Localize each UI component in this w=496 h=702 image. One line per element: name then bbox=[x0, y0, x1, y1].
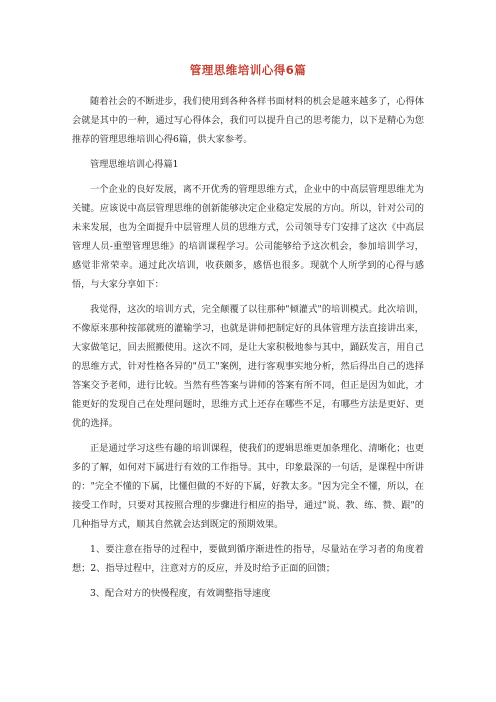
body-paragraph-4: 1、要注意在指导的过程中，要做到循序渐进性的指导，尽量站在学习者的角度着想；2、指导过程中，注意对方的反应，并及时给予正面的回馈； bbox=[72, 544, 424, 574]
document-page bbox=[72, 62, 424, 609]
intro-paragraph: 随着社会的不断进步，我们使用到各种各样书面材料的机会是越来越多了，心得体会就是其中的一种，通过写心得体会，我们可以提升自己的思考能力，以下是精心为您推荐的管理思维培训心得6篇，供大家参考。 bbox=[72, 96, 424, 145]
body-paragraph-2: 我觉得，这次的培训方式，完全颠覆了以往那种"倾灌式"的培训模式。此次培训，不像原来那种按部就班的灌输学习，也就是讲师把制定好的具体管理方法直接讲出来，大家做笔记，回去照搬使用。这次不同，是让大家积极地参与其中，踊跃发言，用自己的思维方式，针对性格各异的"员工"案例，进行客观事实地分析，然后得出自己的选择答案交予老师，进行比较。当然有些答案与讲师的答案有所不同，但正是因为如此，才能更好的发现自己在处理问题时，思维方式上还存在哪些不足，有哪些方法是更好、更优的选择。 bbox=[72, 304, 424, 429]
body-paragraph-3: 正是通过学习这些有趣的培训课程，使我们的逻辑思维更加条理化、清晰化；也更多的了解，如何对下属进行有效的工作指导。其中，印象最深的一句话，是课程中所讲的："完全不懂的下属，比懂但做的不好的下属，好教太多。"因为完全不懂，所以，在接受工作时，只要对其按照合理的步骤进行相应的指导，通过"说、教、练、赞、跟"的几种指导方式，顺其自然就会达到既定的预期效果。 bbox=[72, 443, 424, 530]
section-heading: 管理思维培训心得篇1 bbox=[90, 159, 179, 170]
body-paragraph-1: 一个企业的良好发展，离不开优秀的管理思维方式，企业中的中高层管理思维尤为关键。应该说中高层管理思维的创新能够决定企业稳定发展的方向。所以，针对公司的未来发展，也为全面提升中层管理人员的思维方式，公司领导专门安排了这次《中高层管理人员-重塑管理思维》的培训课程学习。公司能够给予这次机会，参加培训学习，感觉非常荣幸。通过此次培训，收获颇多，感悟也很多。现就个人所学到的心得与感悟，与大家分享如下： bbox=[72, 184, 424, 290]
body-paragraph-5: 3、配合对方的快慢程度，有效调整指导速度 bbox=[90, 588, 271, 599]
document-title: 管理思维培训心得6篇 bbox=[189, 63, 307, 77]
